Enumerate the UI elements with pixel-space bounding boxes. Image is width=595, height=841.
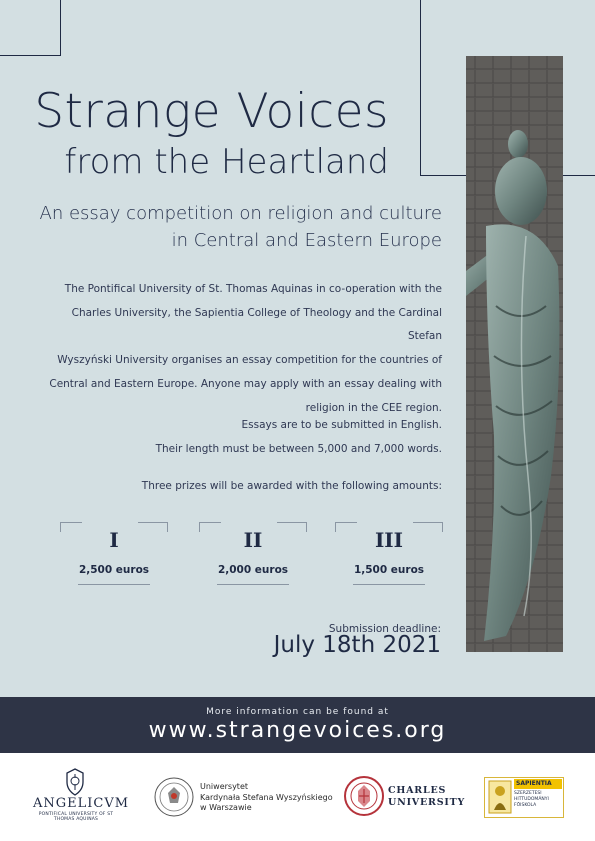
angelicum-crest-icon	[63, 768, 87, 796]
essay-requirements	[42, 413, 442, 461]
angelicum-name: ANGELICVM	[33, 796, 130, 811]
prize-amount: 2,500 euros	[78, 564, 150, 576]
deadline-label: Submission deadline:	[328, 623, 441, 635]
sapientia-line-3: FŐISKOLA	[514, 803, 537, 808]
prize-underline	[78, 584, 150, 585]
uksw-line-3: w Warszawie	[200, 803, 252, 812]
uksw-line-2: Kardynała Stefana Wyszyńskiego	[200, 792, 333, 802]
uksw-line-1: Uniwersytet	[200, 782, 248, 791]
charles-line-1: CHARLES	[388, 785, 447, 796]
charles-name	[388, 785, 465, 809]
intro-line: Central and Eastern Europe. Anyone may apply with an essay dealing with	[49, 377, 442, 390]
title-line-2: from the Heartland	[64, 141, 389, 182]
prize-numeral: III	[374, 528, 404, 552]
essay-language-line: Essays are to be submitted in English.	[241, 419, 442, 431]
prize-underline	[353, 584, 425, 585]
angelicum-subtitle: PONTIFICAL UNIVERSITY OF ST THOMAS AQUINAS	[38, 812, 114, 822]
poster-subtitle	[22, 200, 442, 254]
frame-line-top-left-v	[60, 0, 61, 56]
charles-line-2: UNIVERSITY	[388, 797, 466, 808]
intro-line: religion in the CEE region.	[305, 401, 442, 414]
intro-line: The Pontifical University of St. Thomas Aquinas in co-operation with the	[64, 283, 442, 295]
sapientia-name: SAPIENTIA	[514, 779, 562, 789]
website-link[interactable]: www.strangevoices.org	[148, 718, 447, 743]
more-info-text: More information can be found at	[206, 707, 389, 717]
frame-line-top-right-v	[420, 0, 421, 176]
prize-underline	[217, 584, 289, 585]
statue-photo-icon	[466, 56, 563, 652]
subtitle-line-2: in Central and Eastern Europe	[171, 230, 442, 251]
sapientia-line-1: SZERZETESI	[514, 791, 542, 796]
deadline-date: July 18th 2021	[273, 632, 441, 658]
uksw-seal-icon	[153, 776, 195, 818]
sapientia-emblem-icon	[488, 780, 512, 814]
title-line-1: Strange Voices	[34, 84, 389, 139]
info-banner	[0, 697, 595, 753]
charles-seal-icon	[344, 776, 384, 816]
intro-line: Charles University, the Sapientia College of Theology and the Cardinal Stefan	[71, 306, 442, 343]
intro-line: Wyszyński University organises an essay competition for the countries of	[57, 354, 442, 367]
prizes-intro: Three prizes will be awarded with the following amounts:	[141, 480, 442, 492]
prize-numeral: II	[243, 528, 263, 552]
prize-amount: 2,000 euros	[217, 564, 289, 576]
uksw-name	[200, 782, 333, 814]
prize-third	[335, 522, 443, 586]
poster-title	[34, 86, 389, 181]
prize-numeral: I	[109, 528, 119, 552]
sapientia-line-2: HITTUDOMÁNYI	[514, 797, 549, 802]
statue-photo	[466, 56, 563, 652]
essay-length-line: Their length must be between 5,000 and 7,000 words.	[155, 443, 442, 455]
frame-line-top-left-h	[0, 55, 61, 56]
intro-paragraph	[37, 278, 442, 420]
prize-second	[199, 522, 307, 586]
subtitle-line-1: An essay competition on religion and culture	[39, 203, 442, 224]
prize-first	[60, 522, 168, 586]
sapientia-subtitle	[514, 791, 564, 809]
prize-amount: 1,500 euros	[353, 564, 425, 576]
